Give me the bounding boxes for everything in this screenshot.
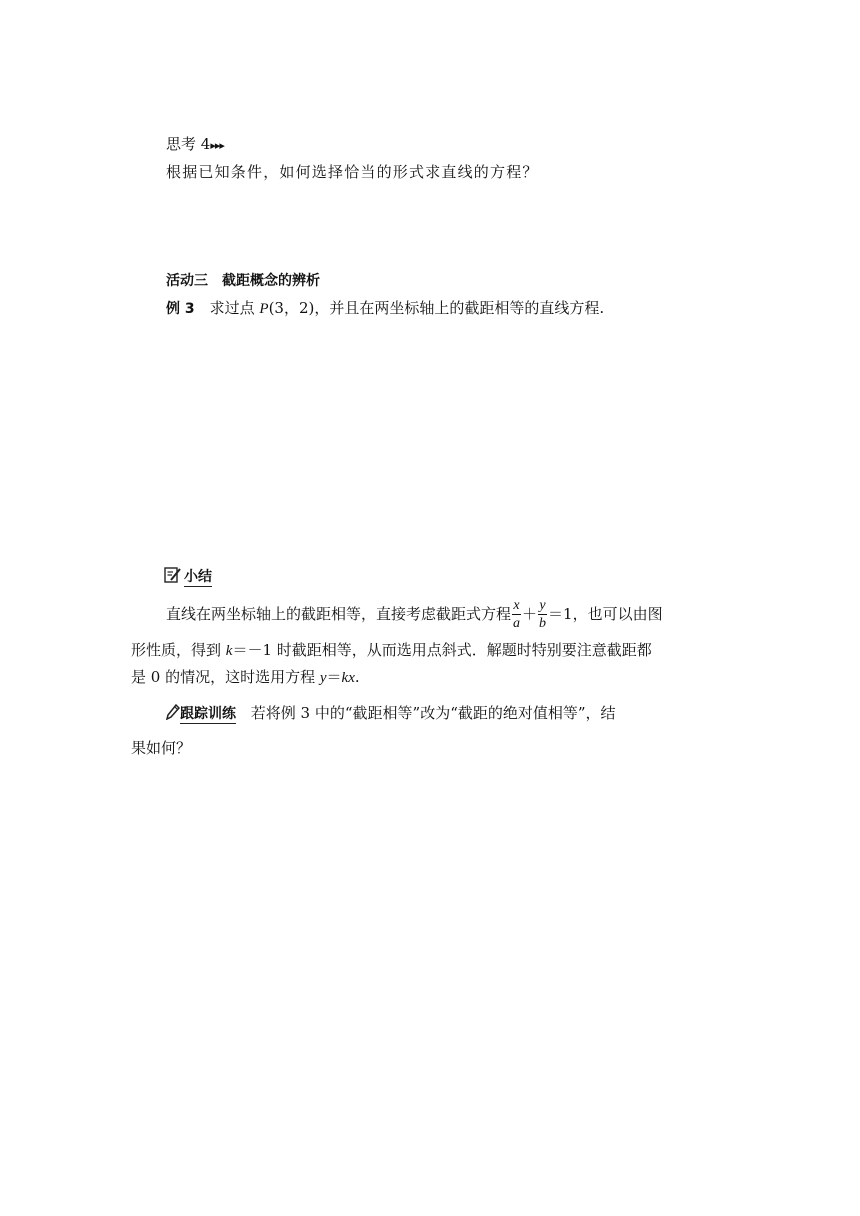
tracking-text: 若将例 3 中的“截距相等”改为“截距的绝对值相等”，结 <box>250 704 616 722</box>
summary-title: 小结 <box>184 569 212 585</box>
summary-line-1 <box>166 599 663 631</box>
frac2-numerator: y <box>539 598 546 613</box>
fraction-y-over-b <box>538 599 547 631</box>
frac1-denominator: a <box>513 616 521 631</box>
var-kx: kx <box>341 670 355 686</box>
arrows-icon: ▸▸▸ <box>210 139 224 152</box>
example3 <box>166 298 604 319</box>
plus-sign: ＋ <box>522 604 538 623</box>
tracking-title: 跟踪训练 <box>180 706 236 722</box>
fraction-x-over-a <box>512 599 521 631</box>
summary-text: ＝1，也可以由图 <box>548 604 663 623</box>
think4-question: 根据已知条件，如何选择恰当的形式求直线的方程？ <box>166 163 539 181</box>
summary-text: 形性质，得到 <box>131 641 226 659</box>
point-var: P <box>259 301 269 317</box>
summary-line-2 <box>131 640 652 661</box>
summary-text: . <box>354 668 360 686</box>
pen-icon <box>166 704 180 725</box>
summary-line-3 <box>131 667 360 688</box>
example3-label: 例 3 <box>166 301 195 317</box>
example3-text-after: ，并且在两坐标轴上的截距相等的直线方程. <box>314 299 605 317</box>
think4-label: 思考 4 <box>166 135 211 153</box>
equals-sign: ＝ <box>326 668 342 686</box>
var-k: k <box>225 643 233 659</box>
summary-header <box>164 566 212 588</box>
example3-text-before: 求过点 <box>194 299 260 317</box>
summary-text: 是 0 的情况，这时选用方程 <box>131 668 320 686</box>
summary-text: 直线在两坐标轴上的截距相等，直接考虑截距式方程 <box>166 604 512 623</box>
think4-title <box>166 134 224 156</box>
var-y: y <box>319 670 327 686</box>
tracking-line-1 <box>166 703 616 725</box>
pencil-note-icon <box>164 566 182 588</box>
summary-text: ＝－1 时截距相等，从而选用点斜式．解题时特别要注意截距都 <box>232 641 652 659</box>
frac1-numerator: x <box>513 598 520 613</box>
tracking-header <box>166 704 241 722</box>
frac2-denominator: b <box>539 616 547 631</box>
point-coords: (3，2) <box>268 299 315 317</box>
tracking-line-2: 果如何？ <box>131 739 192 757</box>
activity3-heading: 活动三 截距概念的辨析 <box>166 273 320 289</box>
